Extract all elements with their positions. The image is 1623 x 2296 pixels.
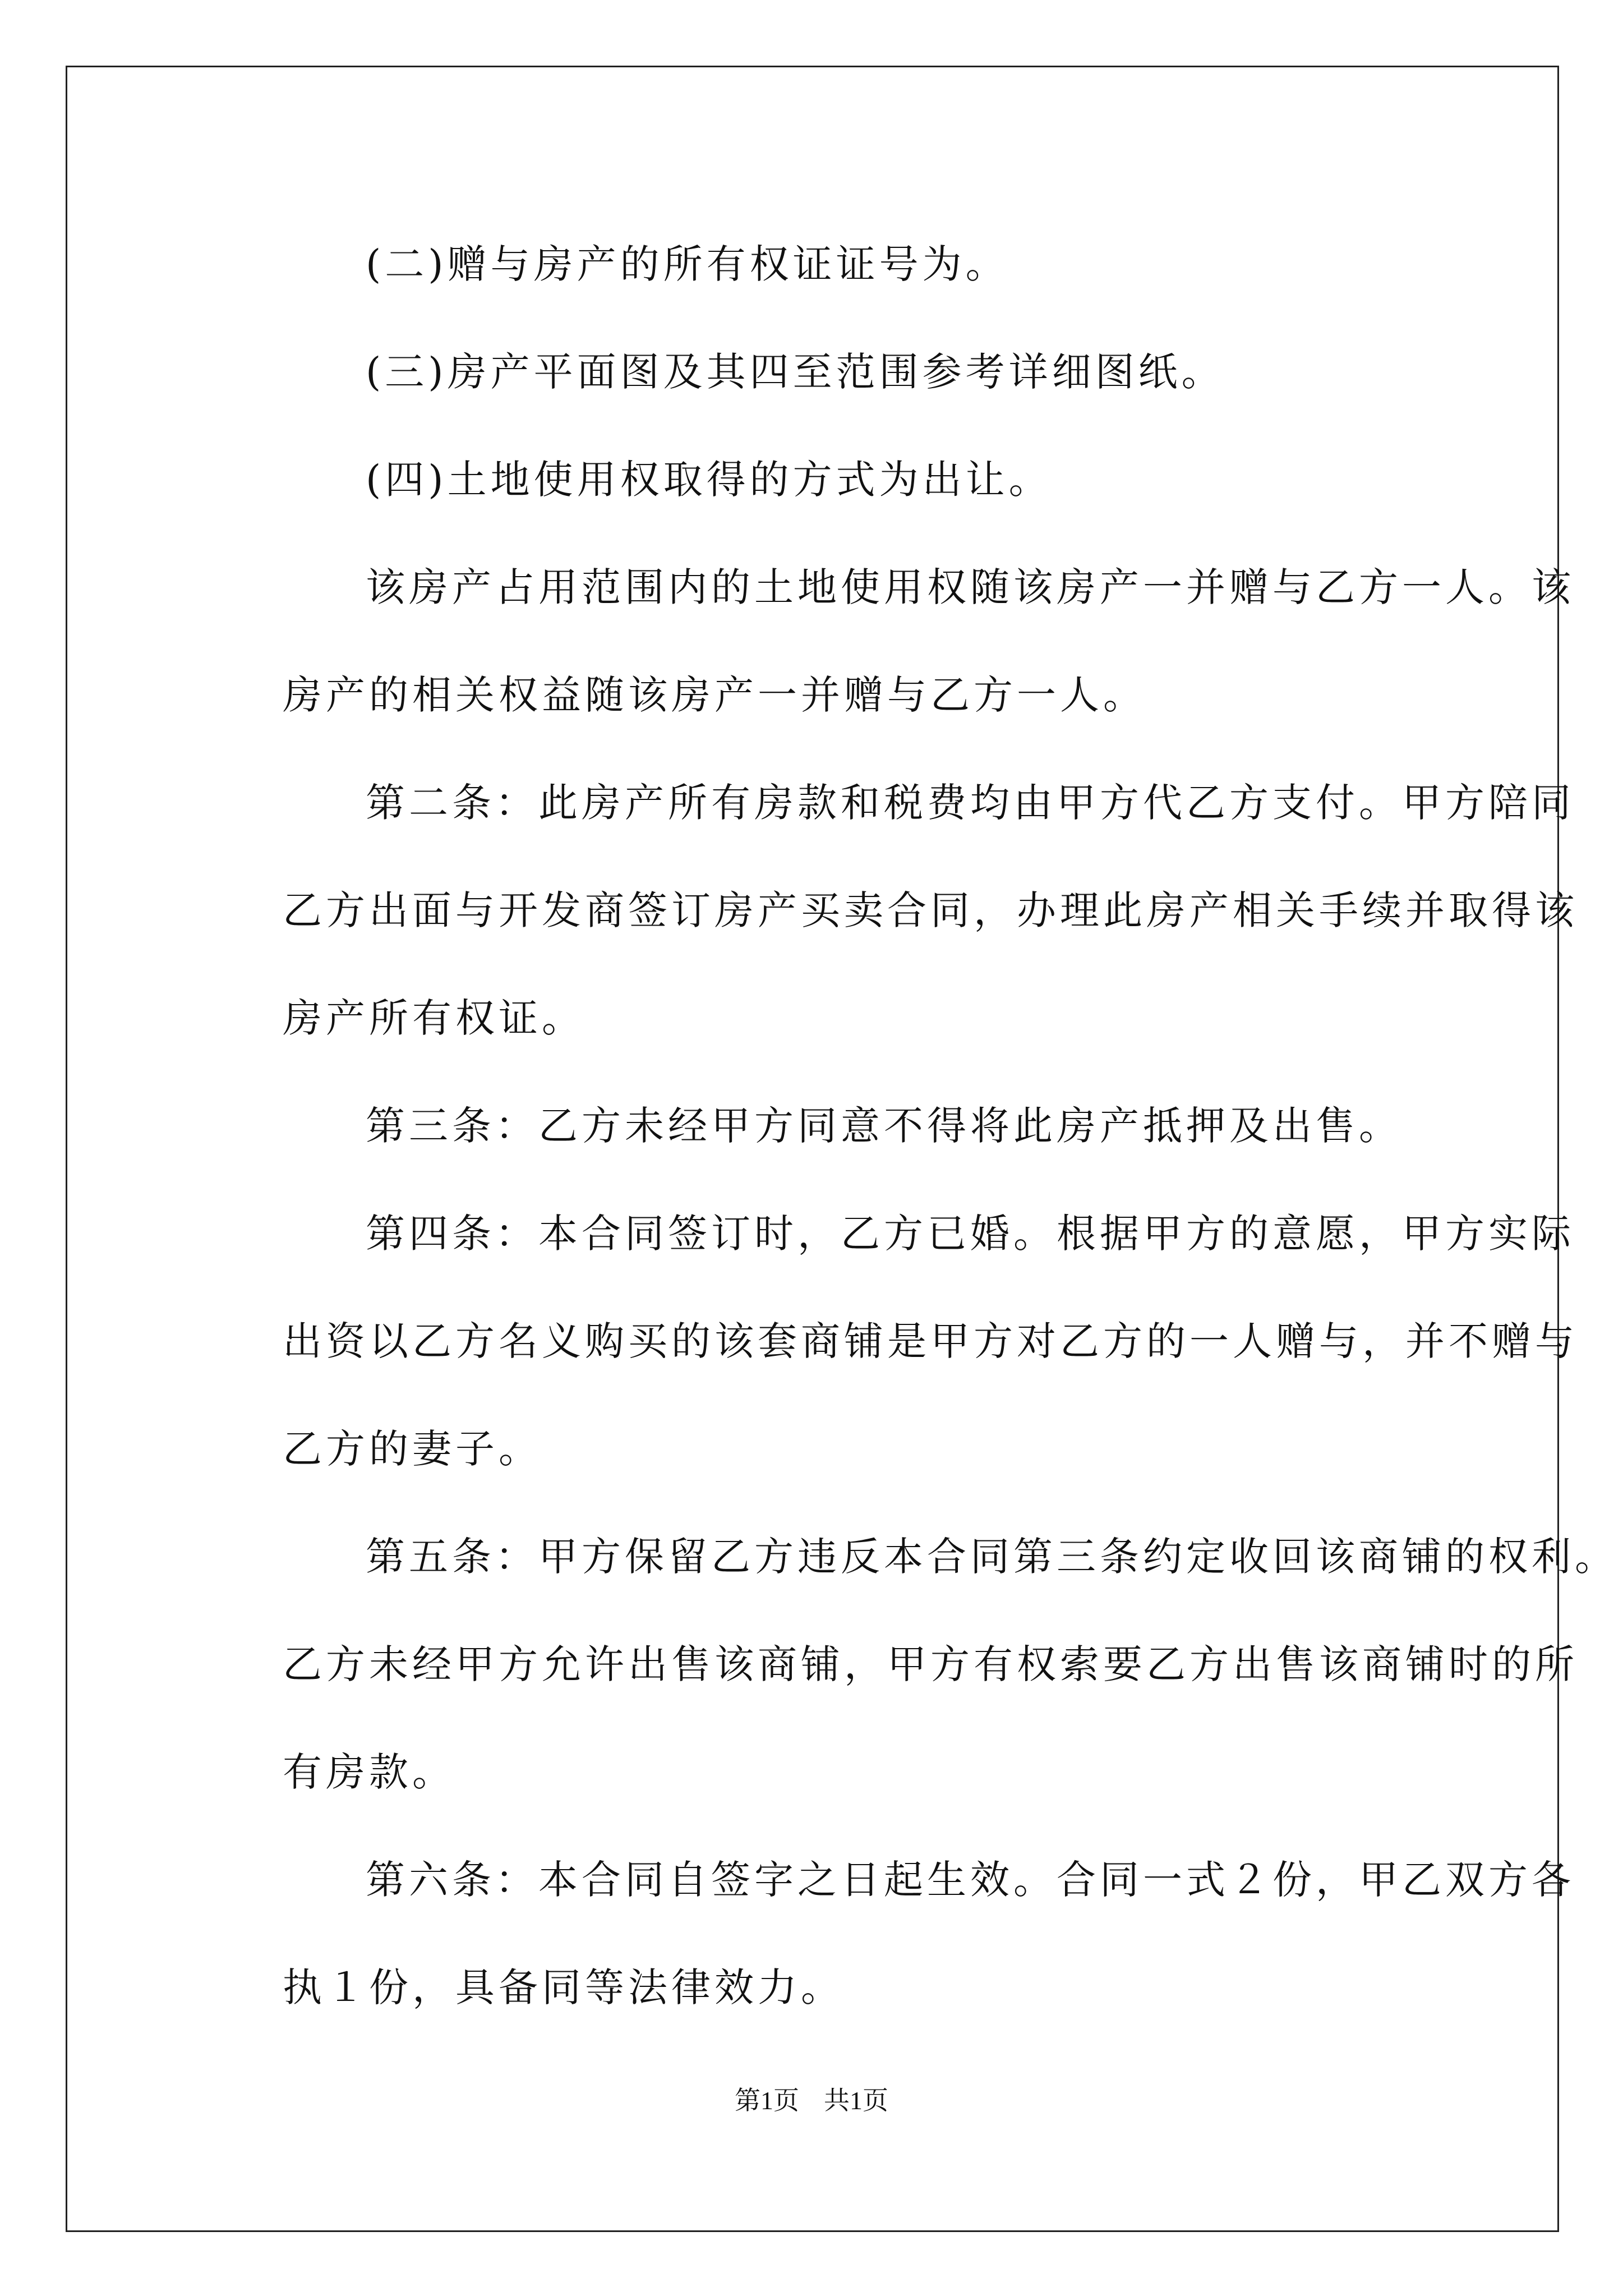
paragraph-line: 乙方未经甲方允许出售该商铺，甲方有权索要乙方出售该商铺时的所 xyxy=(283,1641,1578,1687)
paragraph-line: 第六条：本合同自签字之日起生效。合同一式２份，甲乙双方各 xyxy=(366,1857,1575,1903)
page-footer xyxy=(0,2084,1623,2118)
article-4 xyxy=(200,1180,1578,1503)
paragraph-line: 房产的相关权益随该房产一并赠与乙方一人。 xyxy=(283,672,1146,718)
document-body xyxy=(200,210,1618,2041)
paragraph-line: 出资以乙方名义购买的该套商铺是甲方对乙方的一人赠与，并不赠与 xyxy=(283,1318,1578,1364)
article-5 xyxy=(200,1503,1618,1826)
paragraph-line: (四)土地使用权取得的方式为出让。 xyxy=(366,457,1052,503)
paragraph-line: 乙方出面与开发商签订房产买卖合同，办理此房产相关手续并取得该 xyxy=(283,887,1578,933)
article-2 xyxy=(200,749,1578,1072)
paragraph-land-use-right xyxy=(200,426,1450,533)
paragraph-floor-plan xyxy=(200,318,1450,426)
article-3 xyxy=(200,1072,1450,1180)
paragraph-line: 执１份，具备同等法律效力。 xyxy=(283,1964,844,2010)
page-current: 第1页 xyxy=(735,2086,799,2115)
paragraph-line: 房产所有权证。 xyxy=(283,995,585,1041)
paragraph-line: 乙方的妻子。 xyxy=(283,1426,542,1472)
paragraph-line: 第四条：本合同签订时，乙方已婚。根据甲方的意愿，甲方实际 xyxy=(366,1211,1575,1257)
paragraph-gift-scope xyxy=(200,533,1575,749)
paragraph-line: 有房款。 xyxy=(283,1749,455,1795)
paragraph-line: (二)赠与房产的所有权证证号为。 xyxy=(366,241,1009,287)
paragraph-line: 该房产占用范围内的土地使用权随该房产一并赠与乙方一人。该 xyxy=(366,564,1575,610)
paragraph-certificate-number xyxy=(200,210,1450,318)
paragraph-line: (三)房产平面图及其四至范围参考详细图纸。 xyxy=(366,349,1225,395)
paragraph-line: 第二条：此房产所有房款和税费均由甲方代乙方支付。甲方陪同 xyxy=(366,780,1575,826)
article-6 xyxy=(200,1826,1575,2041)
paragraph-line: 第三条：乙方未经甲方同意不得将此房产抵押及出售。 xyxy=(366,1103,1402,1149)
page-total: 共1页 xyxy=(824,2086,888,2115)
paragraph-line: 第五条：甲方保留乙方违反本合同第三条约定收回该商铺的权利。 xyxy=(366,1534,1618,1580)
